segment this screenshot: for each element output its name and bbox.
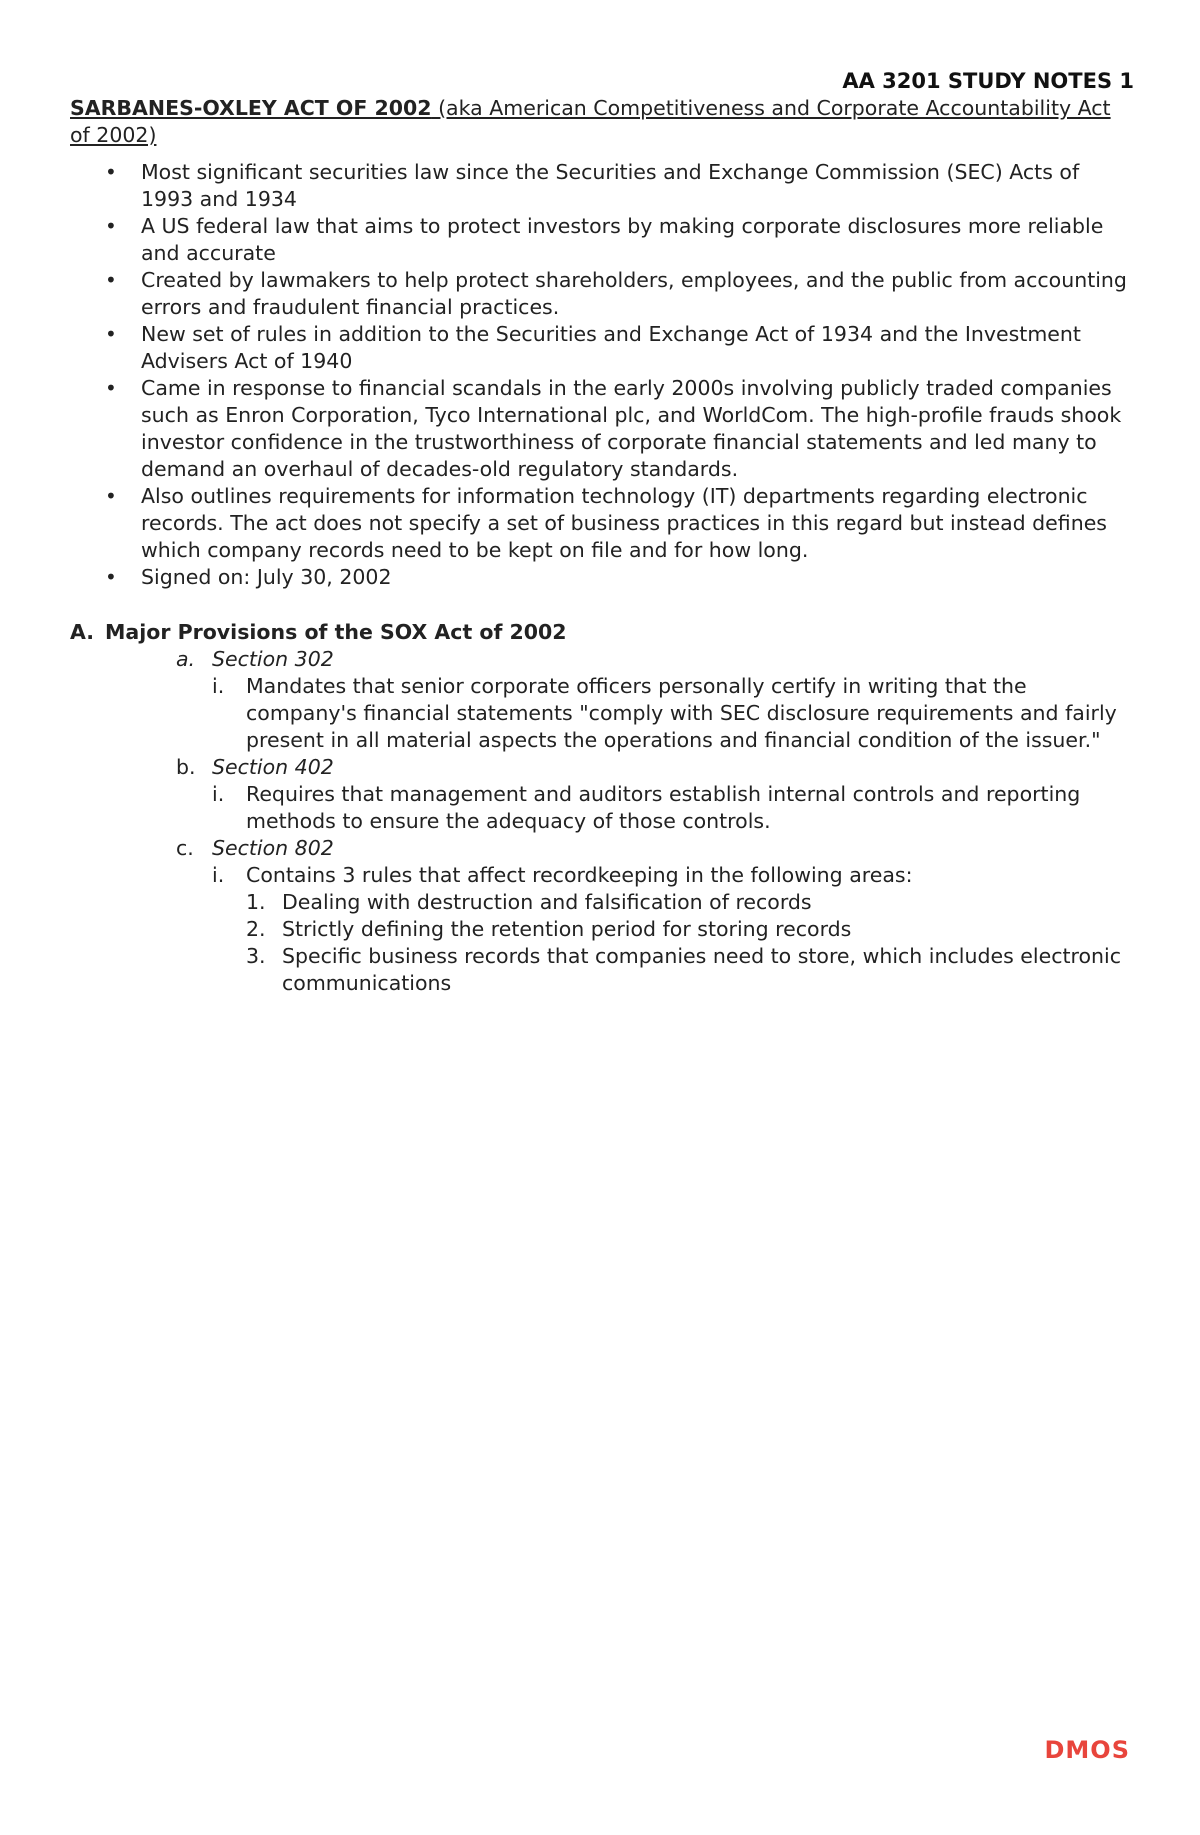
subitem-text: Mandates that senior corporate officers personally certify in writing that the company's financial statements "comply with SEC disclosure requirements and fairly present in all material aspects the operations and financial condition of the issuer." [246,674,1117,752]
title-main: SARBANES-OXLEY ACT OF 2002 [70,96,432,120]
title-aka: (aka American Competitiveness and Corporate Accountability Act of 2002) [70,96,1111,147]
provision-subitem [212,673,1134,754]
provision-title: Section 402 [212,755,334,779]
dmos-logo: DMOS [1044,1736,1130,1764]
subitem-marker: i. [212,782,225,806]
subitem-text: Contains 3 rules that affect recordkeeping in the following areas: [246,863,913,887]
numbered-marker: 3. [246,944,266,968]
subitem-text: Requires that management and auditors establish internal controls and reporting methods to ensure the adequacy of those controls. [246,782,1081,833]
provision-title: Section 302 [212,647,334,671]
numbered-marker: 1. [246,890,266,914]
subitem-marker: i. [212,674,225,698]
numbered-text: Strictly defining the retention period for storing records [282,917,852,941]
bullet-item: • Came in response to financial scandals in the early 2000s involving publicly traded companies such as Enron Corporation, Tyco International plc, and WorldCom. The high-profile frauds shook investor confidence in the trustworthiness of corporate financial statements and led many to demand an overhaul of decades-old regulatory standards. [141,375,1134,483]
provision-sublist [212,862,1134,997]
numbered-text: Specific business records that companies need to store, which includes electronic communications [282,944,1121,995]
provision-sublist [212,781,1134,835]
numbered-item [246,943,1134,997]
provision-subitem [212,862,1134,889]
numbered-marker: 2. [246,917,266,941]
document-header-title: AA 3201 STUDY NOTES 1 [842,69,1134,93]
numbered-list [246,889,1134,997]
provision-item [176,646,1134,673]
bullet-item: • New set of rules in addition to the Securities and Exchange Act of 1934 and the Investment Advisers Act of 1940 [141,321,1134,375]
provision-item [176,835,1134,862]
numbered-item [246,889,1134,916]
section-title: Major Provisions of the SOX Act of 2002 [105,620,567,644]
numbered-item [246,916,1134,943]
bullet-item: • A US federal law that aims to protect investors by making corporate disclosures more reliable and accurate [141,213,1134,267]
provision-title: Section 802 [212,836,334,860]
provisions-list [176,646,1134,997]
provision-marker: a. [176,647,196,671]
section-label: A. [70,620,95,644]
document-title [70,95,1134,149]
provision-marker: c. [176,836,194,860]
subitem-marker: i. [212,863,225,887]
provision-subitem [212,781,1134,835]
numbered-text: Dealing with destruction and falsification of records [282,890,812,914]
section-heading [70,619,1134,646]
provision-marker: b. [176,755,196,779]
document-page [70,68,1134,997]
bullet-item: • Created by lawmakers to help protect shareholders, employees, and the public from accounting errors and fraudulent financial practices. [141,267,1134,321]
bullet-item: • Also outlines requirements for information technology (IT) departments regarding electronic records. The act does not specify a set of business practices in this regard but instead defines which company records need to be kept on file and for how long. [141,483,1134,564]
bullet-item: • Most significant securities law since the Securities and Exchange Commission (SEC) Acts of 1993 and 1934 [141,159,1134,213]
provision-sublist [212,673,1134,754]
provision-item [176,754,1134,781]
bullet-item: • Signed on: July 30, 2002 [141,564,1134,591]
intro-bullet-list [70,159,1134,591]
